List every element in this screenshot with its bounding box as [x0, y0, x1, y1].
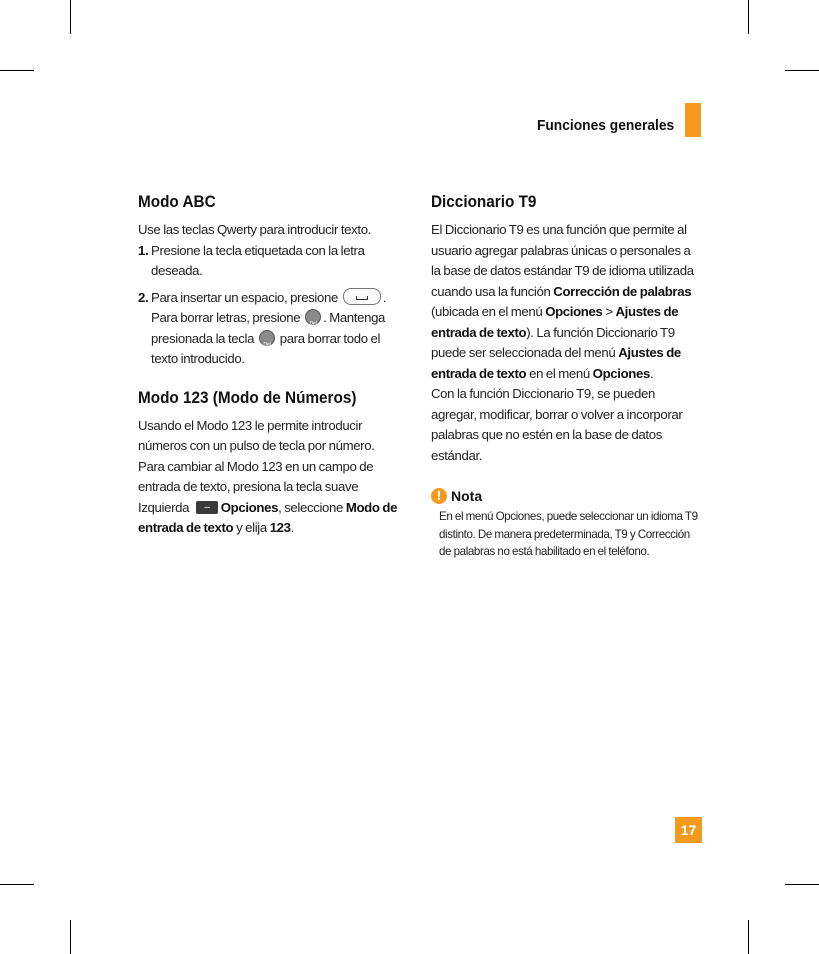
t9-opciones-1: Opciones [545, 304, 603, 319]
modo-123-heading: Modo 123 (Modo de Números) [138, 387, 357, 407]
t9-opciones-2: Opciones [592, 365, 650, 381]
crop-mark-top-left-h [0, 70, 34, 71]
t9-text-6: Con la función Diccionario T9, se pueden agregar, modificar, borrar o volver a incorporar palabras que no estén en la base de datos estándar. [431, 386, 683, 463]
section-tab-marker [685, 103, 701, 137]
warning-icon: ! [431, 488, 447, 504]
step-1 [138, 241, 400, 282]
modo-abc-intro: Use las teclas Qwerty para introducir texto. [138, 222, 371, 237]
left-soft-key-icon [196, 501, 218, 514]
t9-text-1: El Diccionario T9 es una función que permite al usuario agregar palabras únicas o personales a la base de datos estándar T9 de idioma utilizada cuando usa la función [431, 222, 694, 299]
t9-paragraph [431, 220, 701, 466]
note-text: En el menú Opciones, puede seleccionar un idioma T9 distinto. De manera predeterminada, T9 y Corrección de palabras no está habilitado en el teléfono. [439, 510, 698, 558]
modo-123-modo-entrada: Modo de entrada de texto [138, 499, 398, 535]
step-2-text-c: . Mantenga presionada la tecla [151, 310, 386, 346]
left-column [138, 192, 400, 539]
crop-mark-top-left-v [70, 0, 71, 34]
step-2-text-b: . Para borrar letras, presione [151, 289, 387, 325]
step-2-number: 2. [138, 289, 149, 305]
modo-123-text-1: Usando el Modo 123 le permite introducir números con un pulso de tecla por número. Para cambiar al Modo 123 en un campo de entrada de texto, presiona la tecla suave Izquierda [138, 417, 375, 515]
note-title: Nota [451, 488, 483, 504]
step-2 [138, 288, 400, 370]
t9-heading: Diccionario T9 [431, 192, 537, 211]
t9-correccion: Corrección de palabras [553, 283, 692, 299]
modo-123-opciones: Opciones [220, 499, 279, 515]
step-1-number: 1. [138, 242, 149, 258]
t9-ajustes-1: Ajustes de entrada de texto [431, 304, 679, 340]
page-number: 17 [675, 817, 702, 843]
section-header-title: Funciones generales [536, 117, 674, 134]
space-key-icon [343, 288, 381, 305]
t9-text-4: en el menú [529, 365, 590, 381]
crop-mark-bottom-right-h [785, 884, 819, 885]
modo-123-text-2: , seleccione [278, 499, 344, 515]
modo-123-value: 123 [269, 520, 291, 535]
crop-mark-bottom-left-h [0, 884, 34, 885]
modo-123-text-4: . [290, 520, 294, 535]
crop-mark-top-right-v [748, 0, 749, 34]
t9-ajustes-2: Ajustes de entrada de texto [431, 345, 681, 381]
modo-123-text-3: y elija [236, 520, 267, 535]
note-box [431, 488, 701, 561]
crop-mark-bottom-left-v [70, 920, 71, 954]
note-header [431, 488, 701, 504]
step-1-text: Presione la tecla etiquetada con la letra deseada. [151, 242, 365, 278]
delete-key-icon [259, 330, 275, 346]
t9-text-5: . [649, 365, 654, 381]
delete-key-icon [305, 309, 321, 325]
modo-abc-heading: Modo ABC [138, 192, 216, 211]
step-2-text-a: Para insertar un espacio, presione [151, 289, 338, 305]
t9-gt: > [605, 304, 613, 319]
modo-abc-steps [138, 241, 400, 370]
crop-mark-top-right-h [785, 70, 819, 71]
step-2-text-d: para borrar todo el texto introducido. [151, 330, 381, 366]
t9-text-2: (ubicada en el menú [431, 304, 543, 319]
modo-123-paragraph [138, 416, 400, 539]
crop-mark-bottom-right-v [748, 920, 749, 954]
t9-text-3: ). La función Diccionario T9 puede ser seleccionada del menú [431, 324, 675, 360]
right-column [431, 192, 701, 561]
